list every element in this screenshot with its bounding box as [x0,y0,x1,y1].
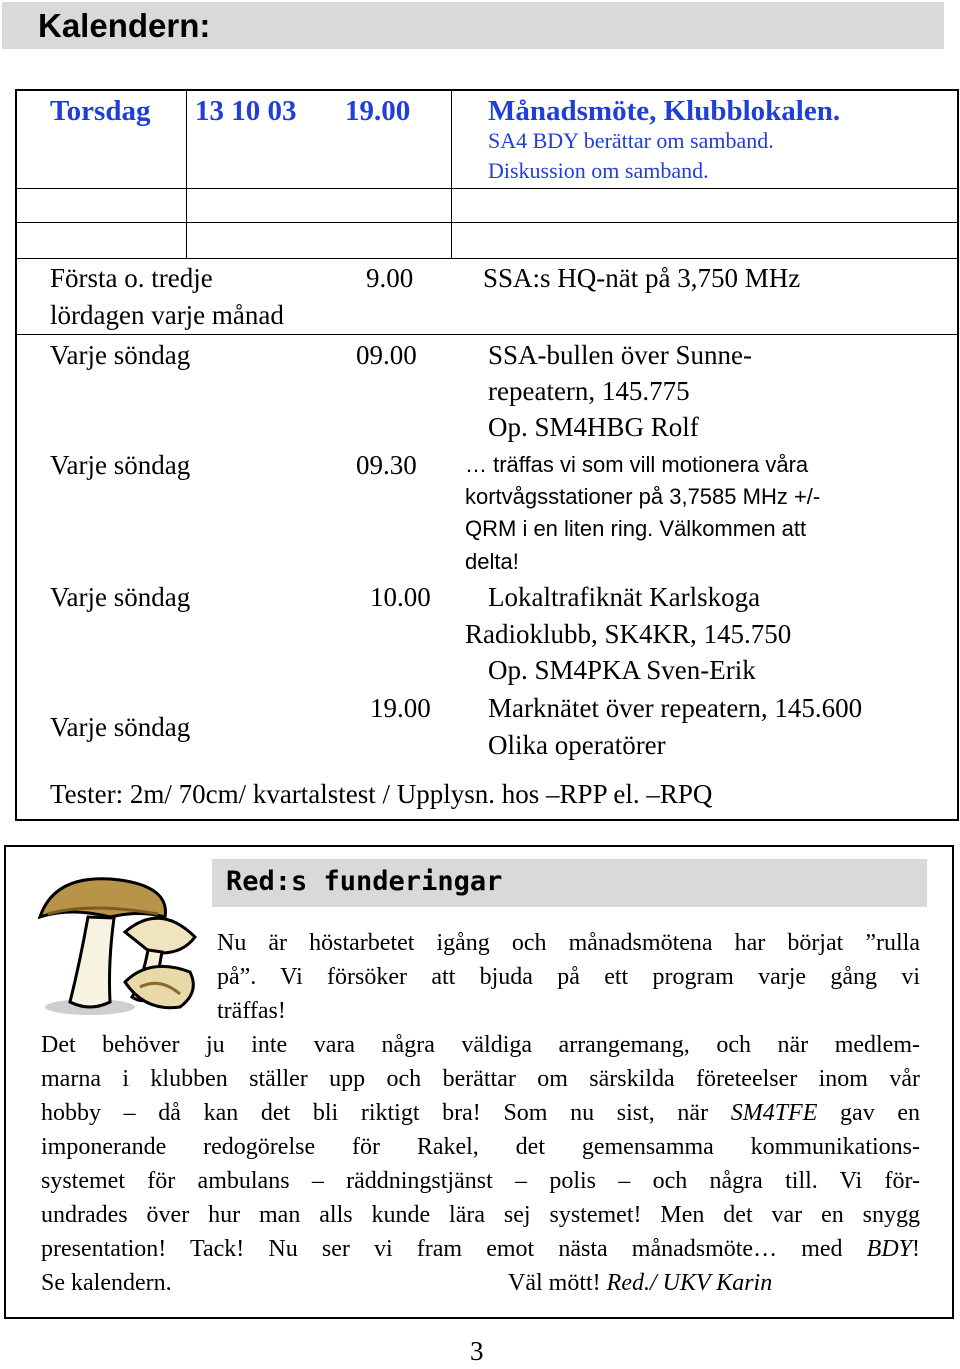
page-title: Kalendern: [38,7,211,44]
callsign: SM4TFE [730,1100,818,1126]
grid-line [451,91,452,258]
row-desc: Radioklubb, SK4KR, 145.750 [465,619,792,649]
row-desc: SSA-bullen över Sunne- [488,340,752,370]
section-title: Red:s funderingar [226,866,503,897]
grid-line [17,334,957,335]
row-day: Varje söndag [50,582,191,612]
row-time: 09.30 [356,450,417,480]
row-desc: repeatern, 145.775 [488,376,690,406]
body-line: systemet för ambulans – räddningstjänst – polis – och några till. Vi för- [41,1168,920,1194]
row-desc: SSA:s HQ-nät på 3,750 MHz [483,263,801,293]
event-date: 13 10 03 [195,95,297,127]
row-desc: kortvågsstationer på 3,7585 MHz +/- [465,484,821,509]
mushroom-icon [30,862,205,1022]
row-day: Varje söndag [50,712,191,742]
tester-line: Tester: 2m/ 70cm/ kvartalstest / Upplysn. hos –RPP el. –RPQ [50,779,713,809]
row-desc: Marknätet över repeatern, 145.600 [488,693,863,723]
intro-line: på”. Vi försöker att bjuda på ett program varje gång vi [217,964,920,990]
row-time: 09.00 [356,340,417,370]
row-desc: delta! [465,549,519,574]
funderingar-header [212,859,927,907]
row-time: 10.00 [370,582,431,612]
event-title: Månadsmöte, Klubblokalen. [488,95,841,127]
grid-line [17,258,957,259]
row-desc: QRM i en liten ring. Välkommen att [465,516,807,541]
row-time: 9.00 [366,263,414,293]
event-day: Torsdag [50,95,151,127]
row-time: 19.00 [370,693,431,723]
event-line: SA4 BDY berättar om samband. [488,128,774,153]
row-day: Varje söndag [50,340,191,370]
event-line: Diskussion om samband. [488,158,709,183]
closing-left: Se kalendern. [41,1270,172,1296]
intro-line: Nu är höstarbetet igång och månadsmötena har börjat ”rulla [217,930,920,956]
row-desc: … träffas vi som vill motionera våra [465,452,809,477]
row-desc: Lokaltrafiknät Karlskoga [488,582,761,612]
intro-line: träffas! [217,998,286,1024]
grid-line [17,222,957,223]
row-day: Varje söndag [50,450,191,480]
row-day: lördagen varje månad [50,300,284,330]
grid-line [186,91,187,258]
header-band [2,2,944,49]
closing-signature: Väl mött! Red./ UKV Karin [508,1270,773,1296]
grid-line [17,188,957,189]
body-line: imponerande redogörelse för Rakel, det gemensamma kommunikations- [41,1134,920,1160]
callsign: BDY [866,1236,912,1262]
body-line: hobby – då kan det bli riktigt bra! Som nu sist, när SM4TFE gav en [41,1100,920,1126]
body-line: undrades över hur man alls kunde lära sej systemet! Men det var en snygg [41,1202,920,1228]
event-time: 19.00 [345,95,411,127]
row-desc: Op. SM4PKA Sven-Erik [488,655,756,685]
body-line: presentation! Tack! Nu ser vi fram emot nästa månadsmöte… med BDY! [41,1236,920,1262]
row-day: Första o. tredje [50,263,213,293]
body-line: marna i klubben ställer upp och berättar om särskilda företeelser inom vår [41,1066,920,1092]
body-line: Det behöver ju inte vara några väldiga arrangemang, och när medlem- [41,1032,920,1058]
row-desc: Olika operatörer [488,730,666,760]
page-number: 3 [470,1336,484,1366]
row-desc: Op. SM4HBG Rolf [488,412,699,442]
